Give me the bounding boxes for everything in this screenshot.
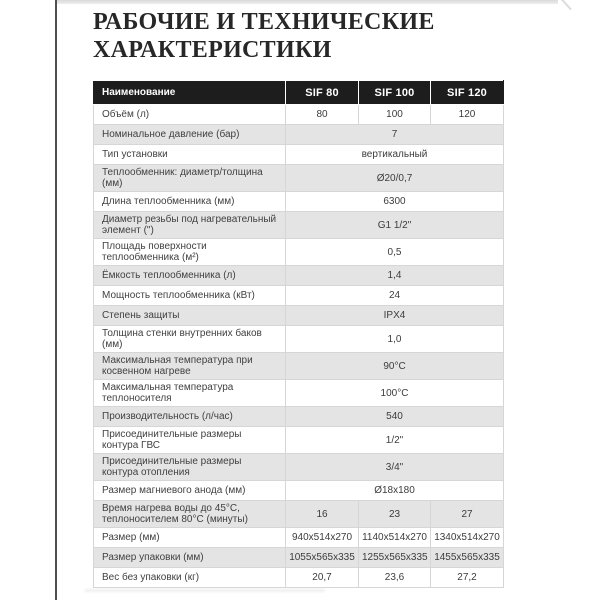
spec-name: Диаметр резьбы под нагревательный элемент (") [94, 212, 286, 239]
table-row [94, 407, 504, 427]
spec-name: Объём (л) [94, 105, 286, 125]
table-row [94, 353, 504, 380]
table-row [94, 212, 504, 239]
spec-value: 27,2 [431, 568, 504, 588]
spec-name: Максимальная температура при косвенном нагреве [94, 353, 286, 380]
table-row [94, 454, 504, 481]
spec-name: Вес без упаковки (кг) [94, 568, 286, 588]
spec-value: 20,7 [286, 568, 359, 588]
table-row [94, 105, 504, 125]
specs-table [93, 80, 504, 588]
spec-value: 120 [431, 105, 504, 125]
spec-name: Площадь поверхности теплообменника (м²) [94, 239, 286, 266]
spec-value: 23,6 [359, 568, 431, 588]
spec-value: вертикальный [286, 145, 504, 165]
table-header-row [94, 81, 504, 105]
table-row [94, 481, 504, 501]
spec-name: Присоединительные размеры контура ГВС [94, 427, 286, 454]
spec-value: 1,0 [286, 326, 504, 353]
table-row [94, 568, 504, 588]
column-header-name: Наименование [94, 81, 286, 105]
table-row [94, 548, 504, 568]
table-row [94, 165, 504, 192]
spec-value: 1255x565x335 [359, 548, 431, 568]
spec-name: Номинальное давление (бар) [94, 125, 286, 145]
spec-value: IPX4 [286, 306, 504, 326]
spec-value: 1,4 [286, 266, 504, 286]
column-header-sif80: SIF 80 [286, 81, 359, 105]
spec-value: 90°C [286, 353, 504, 380]
spec-value: 80 [286, 105, 359, 125]
page-left-edge-line [55, 0, 57, 600]
spec-value: 100°C [286, 380, 504, 407]
spec-value: 3/4" [286, 454, 504, 481]
table-row [94, 125, 504, 145]
spec-value: 27 [431, 501, 504, 528]
table-row [94, 145, 504, 165]
spec-value: 100 [359, 105, 431, 125]
spec-name: Толщина стенки внутренних баков (мм) [94, 326, 286, 353]
spec-name: Ёмкость теплообменника (л) [94, 266, 286, 286]
column-header-sif120: SIF 120 [431, 81, 504, 105]
table-row [94, 427, 504, 454]
table-row [94, 192, 504, 212]
spec-value: 23 [359, 501, 431, 528]
table-row [94, 306, 504, 326]
table-row [94, 380, 504, 407]
page-bottom-shadow [85, 589, 325, 592]
table-row [94, 326, 504, 353]
spec-name: Длина теплообменника (мм) [94, 192, 286, 212]
spec-name: Теплообменник: диаметр/толщина (мм) [94, 165, 286, 192]
page-curl-mark [560, 0, 572, 10]
table-row [94, 528, 504, 548]
spec-value: 16 [286, 501, 359, 528]
spec-value: 940x514x270 [286, 528, 359, 548]
spec-name: Размер упаковки (мм) [94, 548, 286, 568]
spec-name: Мощность теплообменника (кВт) [94, 286, 286, 306]
spec-value: 1055x565x335 [286, 548, 359, 568]
spec-value: Ø18x180 [286, 481, 504, 501]
page-top-edge-shadow [57, 0, 558, 4]
spec-value: 6300 [286, 192, 504, 212]
spec-name: Присоединительные размеры контура отопления [94, 454, 286, 481]
spec-name: Степень защиты [94, 306, 286, 326]
spec-value: 1455x565x335 [431, 548, 504, 568]
table-row [94, 266, 504, 286]
page-title: РАБОЧИЕ И ТЕХНИЧЕСКИЕ ХАРАКТЕРИСТИКИ [93, 9, 435, 64]
table-row [94, 286, 504, 306]
spec-value: 24 [286, 286, 504, 306]
spec-value: 1140x514x270 [359, 528, 431, 548]
spec-name: Тип установки [94, 145, 286, 165]
spec-name: Размер магниевого анода (мм) [94, 481, 286, 501]
column-header-sif100: SIF 100 [359, 81, 431, 105]
spec-name: Время нагрева воды до 45°C, теплоносителем 80°C (минуты) [94, 501, 286, 528]
spec-value: 0,5 [286, 239, 504, 266]
spec-name: Производительность (л/час) [94, 407, 286, 427]
spec-value: Ø20/0,7 [286, 165, 504, 192]
table-row [94, 239, 504, 266]
spec-value: G1 1/2" [286, 212, 504, 239]
spec-name: Размер (мм) [94, 528, 286, 548]
spec-value: 1340x514x270 [431, 528, 504, 548]
table-row [94, 501, 504, 528]
spec-value: 7 [286, 125, 504, 145]
spec-value: 1/2" [286, 427, 504, 454]
spec-value: 540 [286, 407, 504, 427]
spec-name: Максимальная температура теплоносителя [94, 380, 286, 407]
